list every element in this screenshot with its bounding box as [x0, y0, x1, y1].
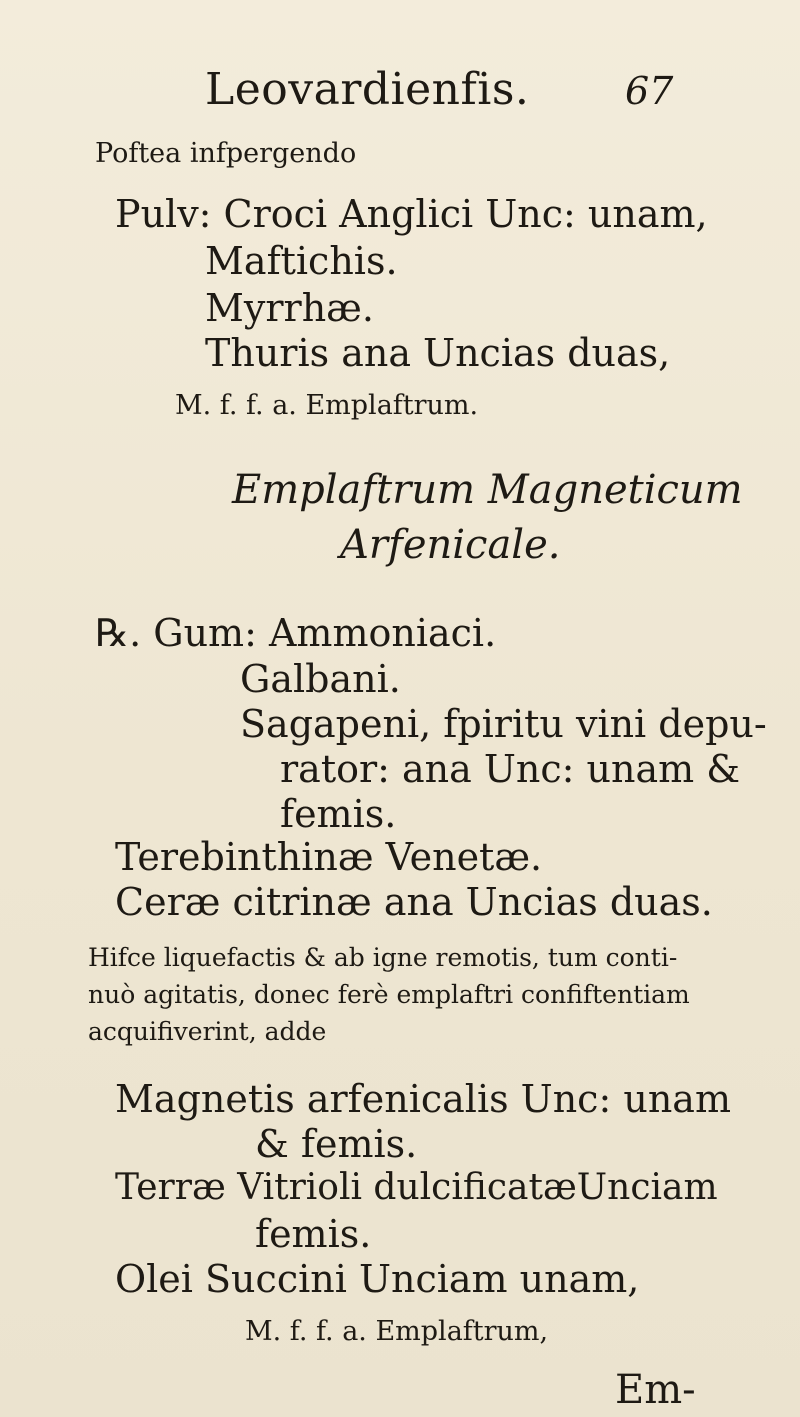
recipe-line: Olei Succini Unciam unam, [115, 1257, 640, 1301]
section-heading: Arfenicale. [340, 522, 561, 568]
running-title: Leovardienfis. [205, 64, 530, 115]
recipe-line: & femis. [255, 1122, 418, 1166]
recipe-line: Thuris ana Uncias duas, [205, 331, 671, 375]
recipe-line: Galbani. [240, 657, 401, 701]
recipe-instruction: M. f. f. a. Emplaftrum, [245, 1316, 549, 1347]
recipe-line: femis. [280, 792, 397, 836]
recipe-instruction: M. f. f. a. Emplaftrum. [175, 390, 479, 421]
recipe-line: Ceræ citrinæ ana Uncias duas. [115, 880, 713, 924]
text-line: Poftea infpergendo [95, 138, 357, 169]
instruction-line: Hifce liquefactis & ab igne remotis, tum conti- [88, 943, 678, 972]
catchword: Em- [615, 1367, 696, 1413]
recipe-line: Maftichis. [205, 239, 398, 283]
recipe-line: Sagapeni, fpiritu vini depu- [240, 702, 767, 746]
recipe-line: Magnetis arfenicalis Unc: unam [115, 1077, 731, 1121]
recipe-line: rator: ana Unc: unam & [280, 747, 741, 791]
section-heading: Emplaftrum Magneticum [232, 467, 743, 513]
recipe-line: Pulv: Croci Anglici Unc: unam, [115, 192, 708, 236]
instruction-line: nuò agitatis, donec ferè emplaftri confiftentiam [88, 980, 690, 1009]
recipe-line: Myrrhæ. [205, 286, 374, 330]
instruction-line: acquifiverint, adde [88, 1017, 327, 1046]
page-number: 67 [625, 69, 674, 113]
recipe-line: ℞. Gum: Ammoniaci. [95, 611, 497, 655]
recipe-line: Terebinthinæ Venetæ. [115, 835, 543, 879]
recipe-line: Terræ Vitrioli dulcificatæUnciam [115, 1167, 718, 1208]
recipe-line: femis. [255, 1212, 372, 1256]
